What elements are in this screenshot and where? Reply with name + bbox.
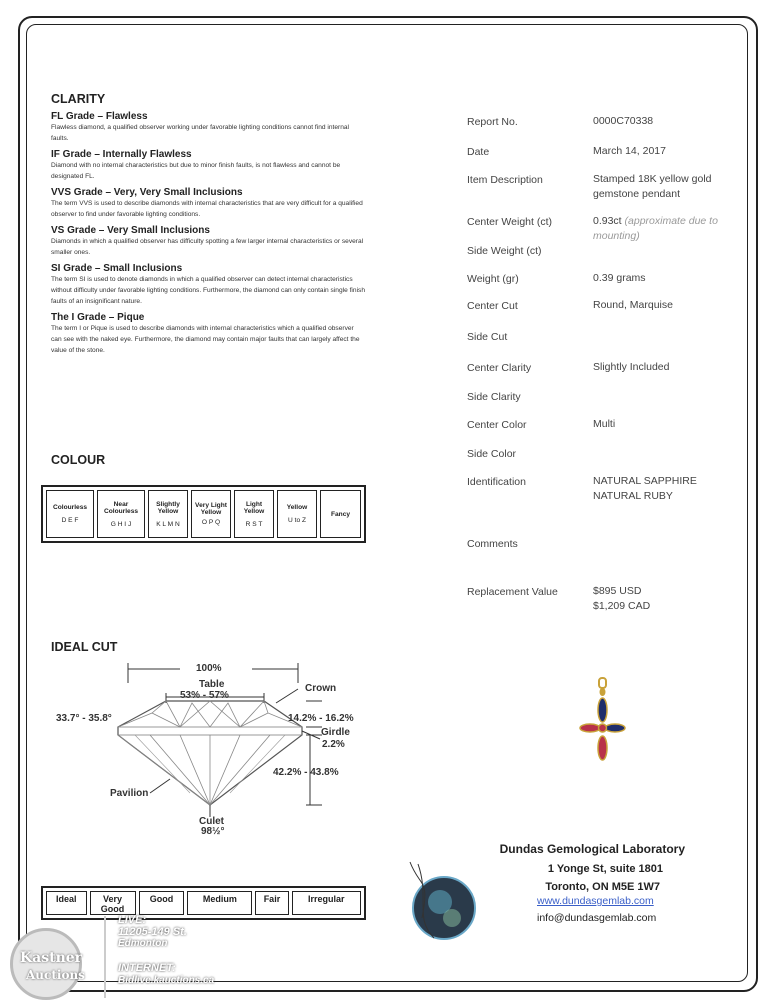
pendant-image [578, 676, 628, 768]
colour-grades: R S T [245, 520, 263, 528]
report-label: Side Weight (ct) [467, 245, 542, 257]
report-value [593, 214, 733, 244]
watermark-city: Edmonton [118, 938, 168, 949]
colour-grades: U to Z [288, 517, 306, 524]
value-cad: $1,209 CAD [593, 600, 651, 612]
report-label: Date [467, 146, 490, 158]
colour-cell [320, 490, 361, 538]
dim-crown-angle: 33.7° - 35.8° [56, 713, 112, 724]
report-value: Stamped 18K yellow gold gemstone pendant [593, 173, 712, 200]
lab-name: Dundas Gemological Laboratory [499, 842, 685, 856]
colour-cell [148, 490, 188, 538]
grade-i [51, 312, 366, 356]
center-weight-note: (approximate due to mounting) [593, 215, 718, 242]
ideal-cut-heading: IDEAL CUT [51, 640, 118, 654]
identification-1: NATURAL SAPPHIRE [593, 475, 697, 487]
dim-table-label: Table [199, 679, 225, 690]
dim-crown-label: Crown [305, 683, 337, 694]
dim-girdle-value: 2.2% [322, 739, 345, 750]
lab-info [440, 842, 740, 896]
grade-title: SI Grade – Small Inclusions [51, 263, 183, 274]
dim-pavilion-depth: 42.2% - 43.8% [273, 767, 339, 778]
grade-vs [51, 225, 366, 258]
clarity-heading: CLARITY [51, 92, 106, 106]
grade-title: VS Grade – Very Small Inclusions [51, 225, 210, 236]
report-label: Center Color [467, 419, 527, 431]
report-value [593, 474, 743, 504]
cut-grade-cell: Fair [255, 891, 288, 915]
colour-scale-table [41, 485, 366, 543]
colour-cell [234, 490, 274, 538]
report-value: March 14, 2017 [593, 145, 666, 157]
cut-grade-cell: Ideal [46, 891, 87, 915]
grade-title: IF Grade – Internally Flawless [51, 149, 192, 160]
colour-name: Light Yellow [243, 500, 265, 515]
dim-girdle-label: Girdle [321, 727, 350, 738]
watermark-url: Bidlive.kauctions.ca [118, 975, 215, 986]
colour-cell [191, 490, 231, 538]
report-label: Weight (gr) [467, 273, 519, 285]
colour-grades: K L M N [156, 520, 180, 528]
dim-culet-label: Culet [199, 816, 224, 827]
center-weight-value: 0.93ct [593, 215, 622, 227]
report-label: Comments [467, 538, 518, 550]
lab-address-2: Toronto, ON M5E 1W7 [545, 881, 660, 893]
clarity-grades [51, 111, 366, 356]
grade-text: The term I or Pique is used to describe diamonds with internal characteristics which a qualified observer can see with the naked eye. Furthermore, the diamond may contain major faults that can largely affect the value of the stone. [51, 325, 360, 354]
report-label: Center Cut [467, 300, 518, 312]
report-label: Side Color [467, 448, 517, 460]
watermark-address: 11205-149 St. [118, 926, 187, 938]
lab-website-link[interactable]: www.dundasgemlab.com [537, 895, 654, 907]
colour-heading: COLOUR [51, 453, 106, 467]
dim-width: 100% [196, 663, 222, 674]
colour-name: Fancy [330, 510, 351, 518]
colour-name: Slightly Yellow [156, 500, 180, 515]
grade-text: Diamonds in which a qualified observer has difficulty spotting a few larger internal characteristics or several smaller ones. [51, 238, 364, 256]
grade-text: Diamond with no internal characteristics but due to minor finish faults, is not flawless and cannot be designated FL. [51, 162, 341, 180]
colour-cell [277, 490, 317, 538]
report-value: Multi [593, 418, 616, 430]
colour-cell [46, 490, 94, 538]
report-label: Center Weight (ct) [467, 216, 552, 228]
cut-grade-cell: Very Good [90, 891, 136, 915]
dim-crown-height: 14.2% - 16.2% [288, 713, 354, 724]
grade-text: Flawless diamond, a qualified observer working under favorable lighting conditions cannot find internal faults. [51, 124, 349, 142]
colour-name: Very Light Yellow [195, 502, 227, 516]
report-value: Round, Marquise [593, 299, 673, 311]
report-label: Identification [467, 476, 526, 488]
grade-si [51, 263, 366, 307]
lab-address-1: 1 Yonge St, suite 1801 [547, 863, 663, 875]
report-value: 0000C70338 [593, 115, 654, 127]
watermark-internet-label: INTERNET: [118, 962, 176, 974]
colour-cell [97, 490, 145, 538]
colour-name: Yellow [286, 504, 308, 511]
auction-watermark [4, 916, 244, 1000]
dim-culet-value: 98½° [201, 826, 225, 837]
report-label: Item Description [467, 174, 543, 186]
grade-title: FL Grade – Flawless [51, 111, 148, 122]
grade-title: The I Grade – Pique [51, 312, 145, 323]
grade-vvs [51, 187, 366, 220]
report-label: Replacement Value [467, 586, 558, 598]
watermark-divider [104, 916, 106, 998]
report-value [593, 584, 743, 614]
report-value: Slightly Included [593, 361, 670, 373]
lab-email: info@dundasgemlab.com [537, 912, 657, 924]
grade-fl [51, 111, 366, 144]
cut-grade-table [41, 886, 366, 920]
report-label: Side Cut [467, 331, 508, 343]
report-label: Report No. [467, 116, 518, 128]
grade-text: The term VVS is used to describe diamonds with internal characteristics that are very difficult for a qualified observer to find under favorable lighting conditions. [51, 200, 363, 218]
report-value: 0.39 grams [593, 272, 646, 284]
colour-grades: D E F [61, 517, 79, 524]
grade-title: VVS Grade – Very, Very Small Inclusions [51, 187, 243, 198]
report-label: Side Clarity [467, 391, 521, 403]
identification-2: NATURAL RUBY [593, 490, 673, 502]
dim-table-range: 53% - 57% [180, 690, 229, 701]
value-usd: $895 USD [593, 585, 642, 597]
colour-grades: G H I J [110, 520, 132, 528]
cut-grade-cell: Irregular [292, 891, 361, 915]
grade-text: The term SI is used to denote diamonds in which a qualified observer can detect internal characteristics without difficulty under favorable lighting conditions. Furthermore, the diamond can only contain single finish faults of an insignificant nature. [51, 276, 365, 305]
auction-brand-2: Auctions [26, 968, 85, 982]
colour-name: Colourless [52, 504, 88, 511]
cut-grade-cell: Medium [187, 891, 252, 915]
auction-brand-1: Kastner [20, 950, 83, 966]
watermark-live-label: LIVE: [118, 914, 147, 926]
report-label: Center Clarity [467, 362, 532, 374]
colour-name: Near Colourless [103, 500, 139, 515]
dim-pavilion-label: Pavilion [110, 788, 149, 799]
colour-grades: O P Q [201, 519, 221, 526]
grade-if [51, 149, 366, 182]
cut-grade-cell: Good [139, 891, 185, 915]
